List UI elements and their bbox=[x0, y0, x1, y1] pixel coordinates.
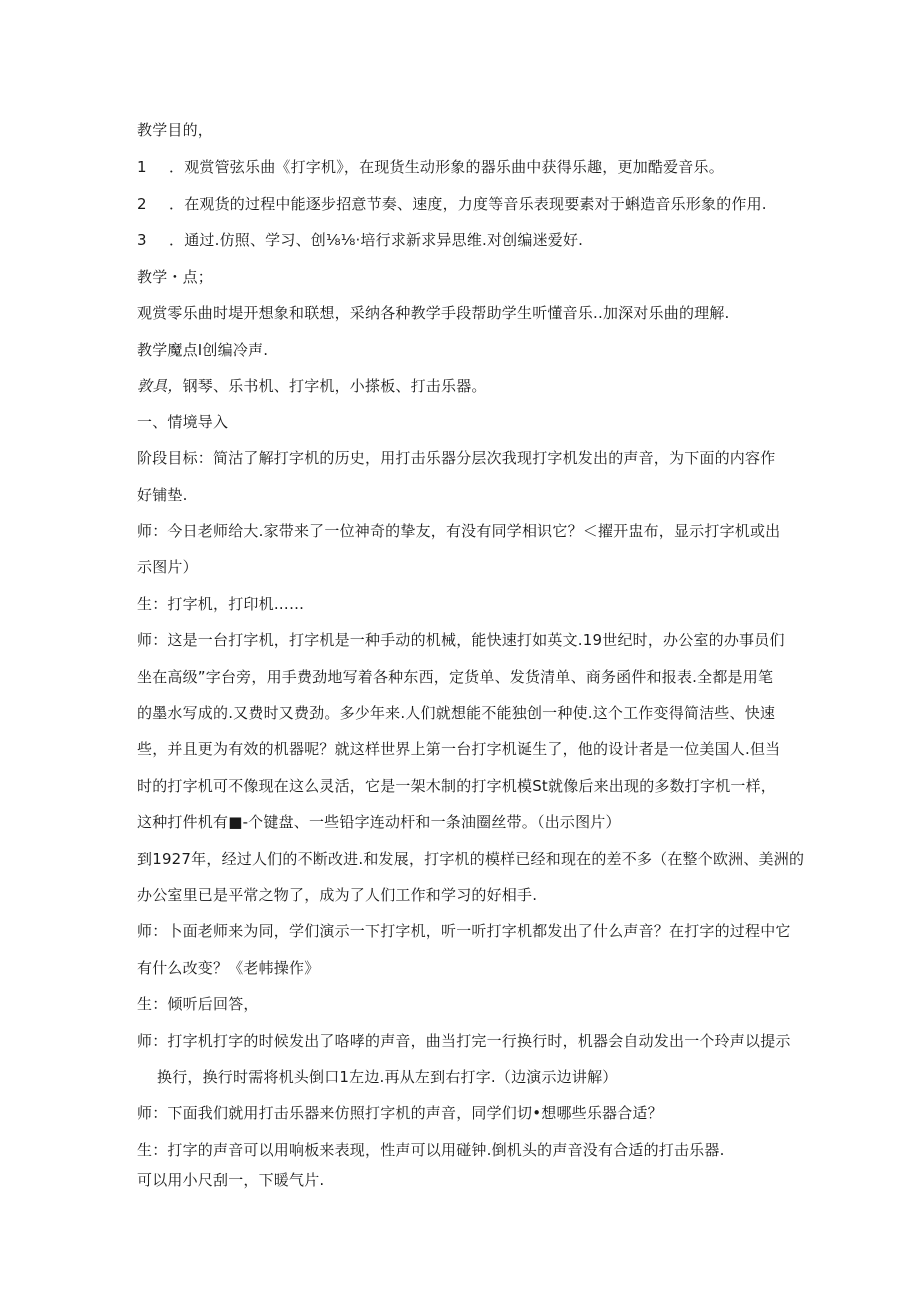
paragraph-line: 的墨水写成的.又费时又费劲。多少年来.人们就想能不能独创一种使.这个工作变得简洁些、快速 bbox=[137, 704, 776, 722]
difficulty-line: 教学魔点I创编冷声. bbox=[137, 341, 269, 359]
objective-number: 3 bbox=[137, 231, 147, 249]
objective-text: ．通过.仿照、学习、创⅛⅛·培行求新求异思维.对创编迷爱好. bbox=[169, 231, 584, 249]
paragraph-line: 师：今日老师给大.家带来了一位神奇的挚友，有没有同学相识它？＜擢开盅布，显示打字机或出 bbox=[137, 522, 781, 540]
objective-item bbox=[137, 194, 767, 214]
paragraph-line: 到1927年，经过人们的不断改进.和发展，打字机的模样已经和现在的差不多（在整个欧洲、美洲的 bbox=[137, 850, 805, 868]
objective-number: 1 bbox=[137, 158, 147, 176]
paragraph-line: 阶段目标：简沽了解打字机的历史，用打击乐器分层次我现打字机发出的声音，为下面的内容作 bbox=[137, 449, 776, 467]
paragraph-line: 好铺垫. bbox=[137, 486, 188, 504]
paragraph-line: 有什么改变？《老帏操作》 bbox=[137, 959, 320, 977]
paragraph-line: 生：倾听后回答， bbox=[137, 995, 259, 1013]
paragraph-line: 生：打字的声音可以用响板来表现，性声可以用碰钟.倒机头的声音没有合适的打击乐器. bbox=[137, 1141, 725, 1159]
objective-number: 2 bbox=[137, 195, 147, 213]
paragraph-line: 坐在高级”字台旁，用手费劲地写着各种东西，定货单、发货清单、商务函件和报表.全都是用笔 bbox=[137, 668, 774, 686]
paragraph-line: 师：这是一台打字机，打字机是一种手动的机械，能快速打如英文.19世纪时，办公室的办事员们 bbox=[137, 631, 785, 649]
paragraph-line: 这种打件机有■-个键盘、一些铅字连动杆和一条油圈丝带。（出示图片） bbox=[137, 813, 621, 831]
tools-label: 敦具， bbox=[137, 377, 183, 395]
objectives-heading: 教学目的， bbox=[137, 121, 214, 139]
paragraph-line: 些，并且更为有效的机器呢？就这样世界上第一台打字机诞生了，他的设计者是一位美国人.但当 bbox=[137, 740, 781, 758]
paragraph-line: 示图片） bbox=[137, 558, 198, 576]
objective-text: ．在观货的过程中能逐步招意节奏、速度，力度等音乐表现要素对于蝌造音乐形象的作用. bbox=[169, 195, 767, 213]
key-point-heading: 教学・点； bbox=[137, 268, 214, 286]
key-point-text: 观赏零乐曲时堤开想象和联想，采纳各种教学手段帮助学生听懂音乐..加深对乐曲的理解. bbox=[137, 304, 730, 322]
paragraph-line: 师：打字机打字的时候发出了咯哮的声音，曲当打完一行换行时，机器会自动发出一个玲声以提示 bbox=[137, 1032, 791, 1050]
paragraph-line: 可以用小尺刮一，下暖气片. bbox=[137, 1171, 325, 1189]
paragraph-line: 生：打字机，打印机…… bbox=[137, 595, 305, 613]
paragraph-line: 换行，换行时需将机头倒口1左边.再从左到右打字.（边演示边讲解） bbox=[157, 1068, 618, 1086]
paragraph-line: 办公室里已是平常之物了，成为了人们工作和学习的好相手. bbox=[137, 886, 538, 904]
tools-line bbox=[137, 376, 487, 396]
paragraph-line: 师：卜面老师来为同，学们演示一下打字机，听一听打字机都发出了什么声音？在打字的过程中它 bbox=[137, 922, 791, 940]
section-title: 一、情境导入 bbox=[137, 413, 229, 431]
paragraph-line: 师：下面我们就用打击乐器来仿照打字机的声音，同学们切•想哪些乐器合适？ bbox=[137, 1104, 663, 1122]
objective-item bbox=[137, 157, 724, 177]
objective-item bbox=[137, 230, 583, 250]
paragraph-line: 时的打字机可不像现在这么灵活，它是一架木制的打字机模St就像后来出现的多数打字机一样， bbox=[137, 777, 777, 795]
objective-text: ．观赏管弦乐曲《打字机》，在现货生动形象的器乐曲中获得乐趣，更加酷爱音乐。 bbox=[169, 158, 724, 176]
tools-text: 钢琴、乐书机、打字机，小搽板、打击乐器。 bbox=[182, 377, 487, 395]
